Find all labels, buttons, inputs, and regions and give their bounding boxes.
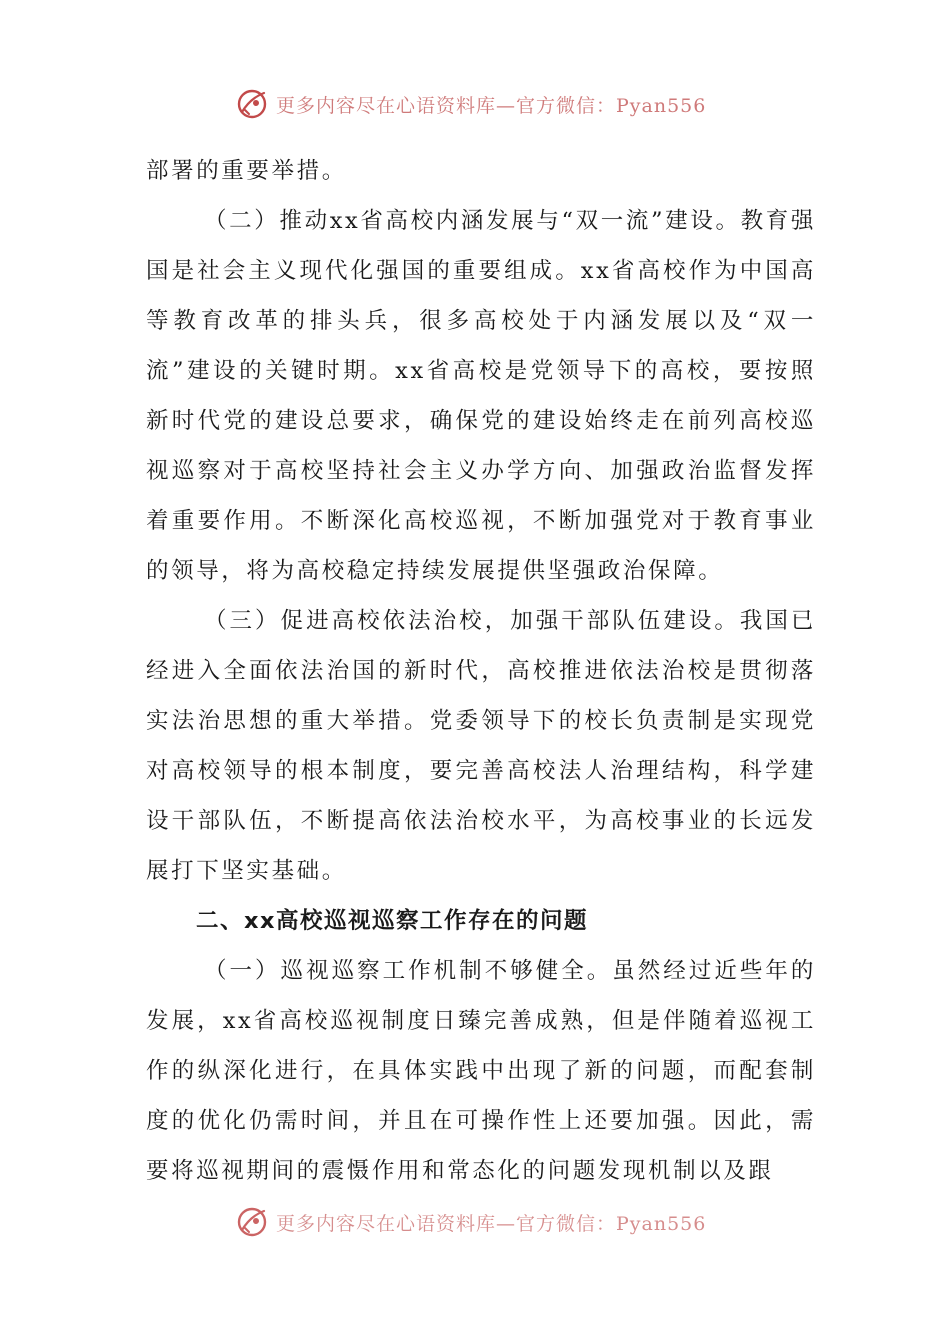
paragraph-continuation: 部署的重要举措。 [146,158,347,184]
watermark-text: 更多内容尽在心语资料库—官方微信：Pyan556 [276,1212,707,1235]
paragraph-section-3: （三）促进高校依法治校，加强干部队伍建设。我国已经进入全面依法治国的新时代，高校推进依法治校是贯彻落实法治思想的重大举措。党委领导下的校长负责制是实现党对高校领导的根本制度，要完善高校法人治理结构，科学建设干部队伍，不断提高依法治校水平，为高校事业的长远发展打下坚实基础。 [146,608,816,884]
watermark-header [236,86,706,122]
section-heading-problems: 二、xx高校巡视巡察工作存在的问题 [196,908,589,934]
paragraph-problem-1: （一）巡视巡察工作机制不够健全。虽然经过近些年的发展，xx省高校巡视制度日臻完善成熟，但是伴随着巡视工作的纵深化进行，在具体实践中出现了新的问题，而配套制度的优化仍需时间，并且在可操作性上还要加强。因此，需要将巡视期间的震慑作用和常态化的问题发现机制以及跟 [146,958,816,1184]
watermark-text: 更多内容尽在心语资料库—官方微信：Pyan556 [276,94,707,117]
watermark-footer [236,1204,706,1240]
pen-circle-logo-icon [236,1206,268,1238]
pen-circle-logo-icon [236,88,268,120]
paragraph-section-2: （二）推动xx省高校内涵发展与“双一流”建设。教育强国是社会主义现代化强国的重要组成。xx省高校作为中国高等教育改革的排头兵，很多高校处于内涵发展以及“双一流”建设的关键时期。xx省高校是党领导下的高校，要按照新时代党的建设总要求，确保党的建设始终走在前列高校巡视巡察对于高校坚持社会主义办学方向、加强政治监督发挥着重要作用。不断深化高校巡视，不断加强党对于教育事业的领导，将为高校稳定持续发展提供坚强政治保障。 [146,208,816,584]
document-body [146,146,816,1196]
